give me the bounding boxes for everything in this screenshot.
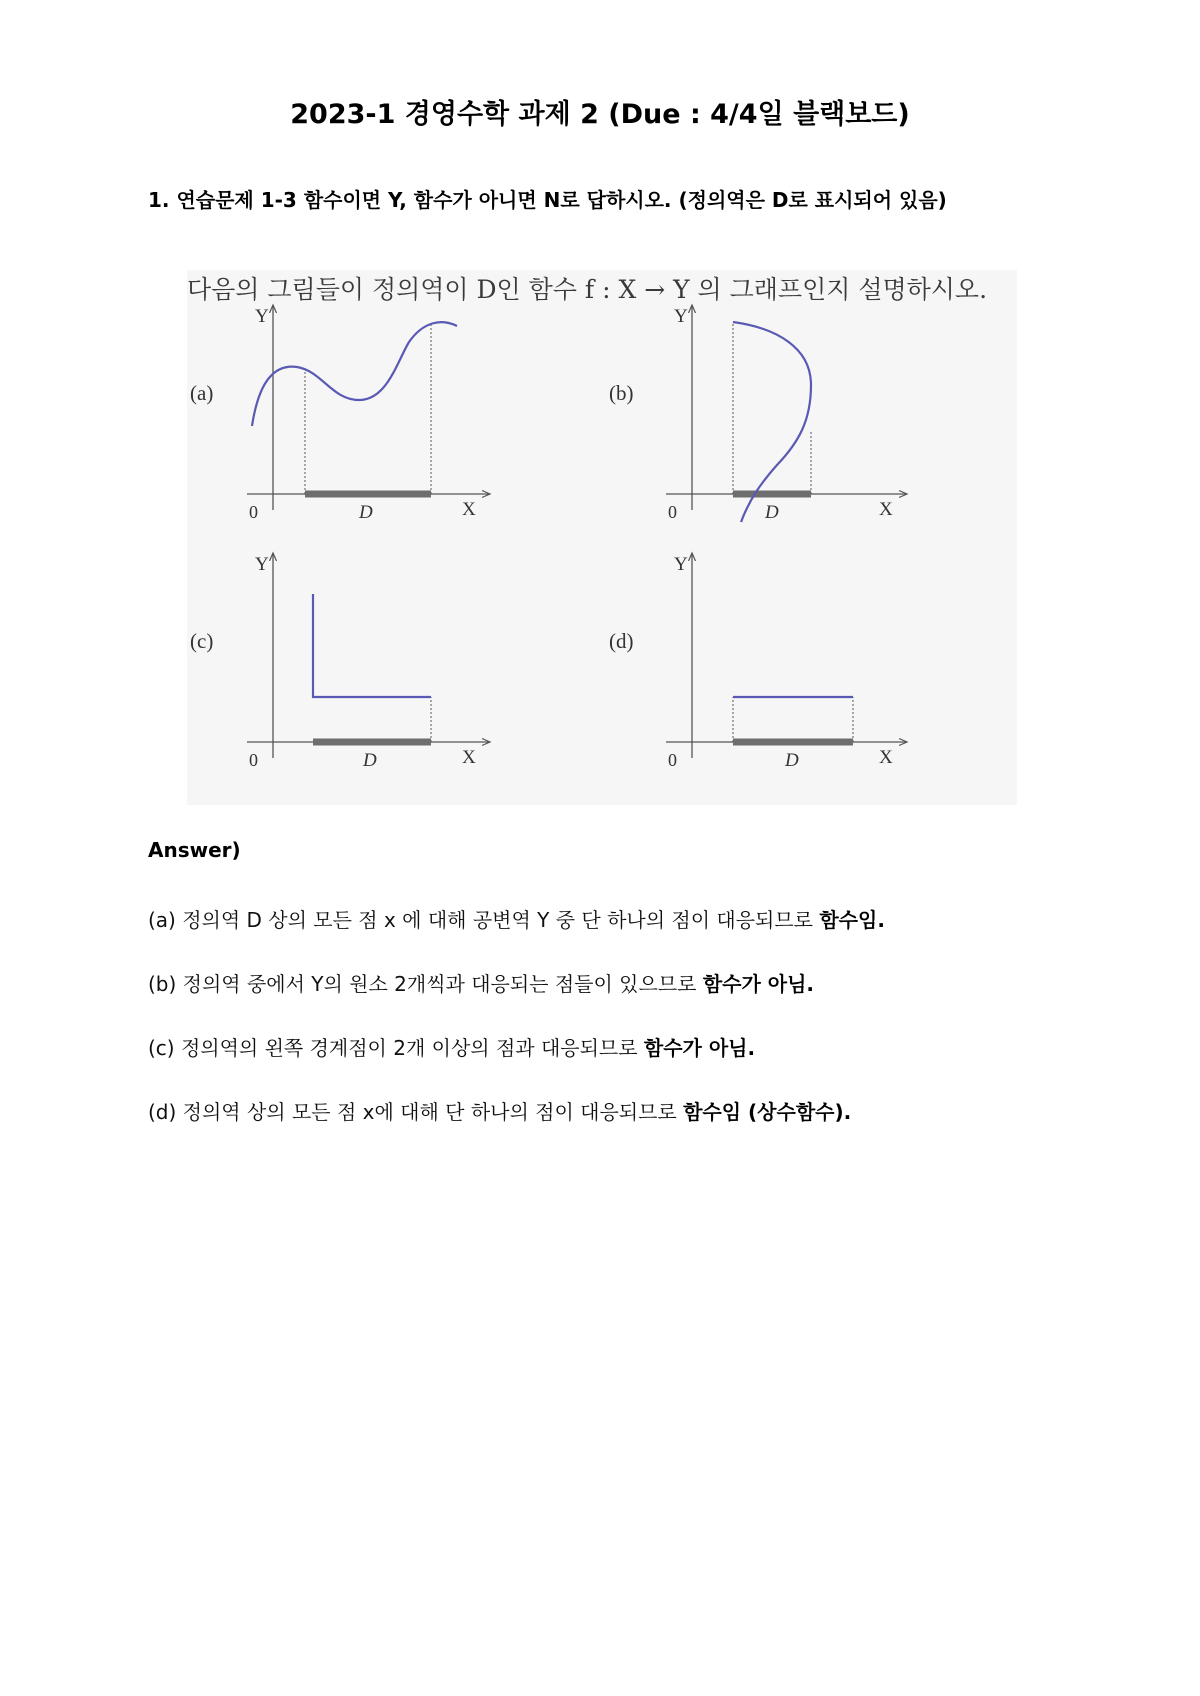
panel-c [190, 553, 490, 771]
function-graphs [187, 270, 1017, 805]
domain-label: D [785, 750, 799, 771]
panel-label: (d) [609, 629, 634, 653]
origin-label: 0 [668, 502, 677, 522]
panel-a [190, 305, 490, 523]
graph-curve [252, 322, 457, 426]
answer-text: (c) 정의역의 왼쪽 경계점이 2개 이상의 점과 대응되므로 [148, 1036, 644, 1060]
question-text: 1. 연습문제 1-3 함수이면 Y, 함수가 아니면 N로 답하시오. (정의역은 D로 표시되어 있음) [148, 188, 947, 212]
origin-label: 0 [668, 750, 677, 770]
x-axis-label: X [462, 499, 476, 520]
x-axis-label: X [462, 747, 476, 768]
answer-d [148, 1096, 851, 1125]
panel-label: (a) [190, 381, 214, 405]
panel-b [609, 305, 907, 523]
answer-heading: Answer) [148, 838, 241, 862]
answer-verdict: 함수임 (상수함수). [683, 1100, 852, 1124]
x-axis-label: X [879, 499, 893, 520]
answer-text: (a) 정의역 D 상의 모든 점 x 에 대해 공변역 Y 중 단 하나의 점이 대응되므로 [148, 908, 820, 932]
domain-label: D [765, 502, 779, 523]
panel-d [609, 553, 907, 771]
panel-label: (c) [190, 629, 214, 653]
domain-label: D [359, 502, 373, 523]
answer-a [148, 904, 885, 933]
figure-instruction: 다음의 그림들이 정의역이 D인 함수 f : X → Y 의 그래프인지 설명하시오. [187, 275, 988, 304]
origin-label: 0 [249, 750, 258, 770]
answer-b [148, 968, 814, 997]
y-axis-label: Y [674, 306, 688, 327]
panel-label: (b) [609, 381, 634, 405]
textbook-figure [187, 270, 1017, 805]
y-axis-label: Y [674, 554, 688, 575]
answer-verdict: 함수가 아님. [643, 1036, 756, 1060]
answer-c [148, 1032, 755, 1061]
y-axis-label: Y [255, 306, 269, 327]
origin-label: 0 [249, 502, 258, 522]
x-axis-label: X [879, 747, 893, 768]
answer-verdict: 함수가 아님. [702, 972, 814, 996]
answer-text: (b) 정의역 중에서 Y의 원소 2개씩과 대응되는 점들이 있으므로 [148, 972, 703, 996]
answer-text: (d) 정의역 상의 모든 점 x에 대해 단 하나의 점이 대응되므로 [148, 1100, 684, 1124]
y-axis-label: Y [255, 554, 269, 575]
graph-curve [313, 594, 431, 697]
domain-label: D [363, 750, 377, 771]
page-title: 2023-1 경영수학 과제 2 (Due : 4/4일 블랙보드) [290, 99, 910, 130]
answer-verdict: 함수임. [819, 908, 885, 932]
